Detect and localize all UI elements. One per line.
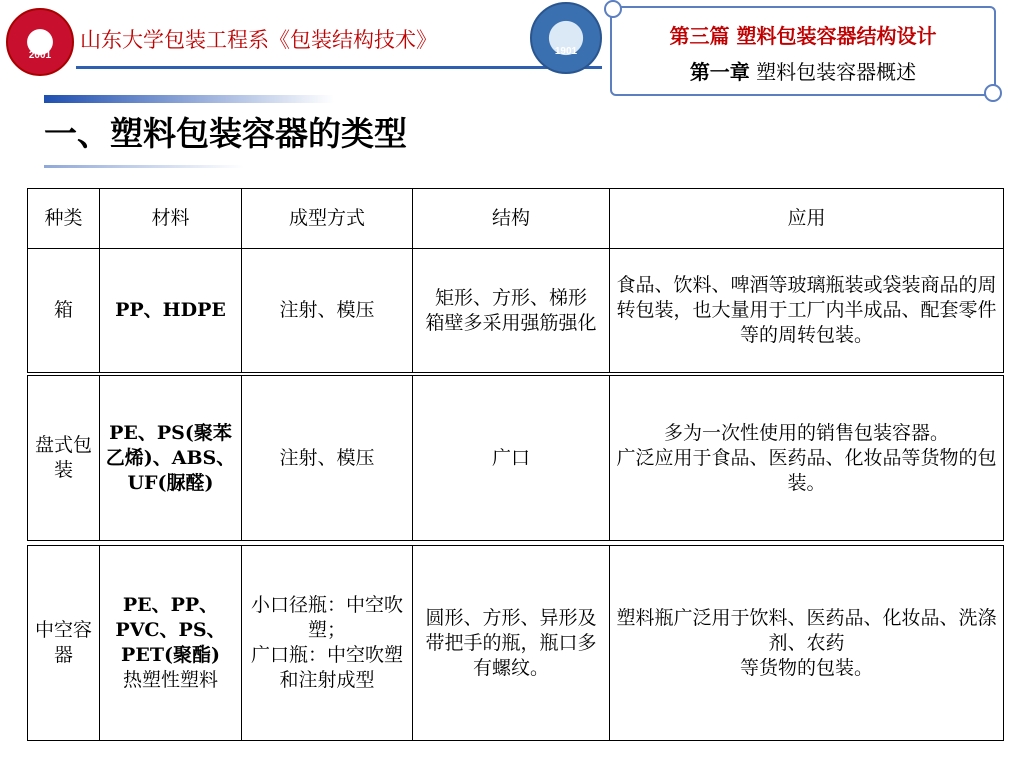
- header-molding: 成型方式: [242, 189, 413, 249]
- section-title: 一、塑料包装容器的类型: [44, 114, 407, 153]
- title-underline: [44, 165, 244, 168]
- molding-line: 小口径瓶：中空吹塑；: [250, 594, 403, 641]
- scroll-curl-bottom: [984, 84, 1002, 102]
- table-row: [28, 249, 1004, 373]
- cell-material: [100, 546, 242, 741]
- cell-molding: 注射、模压: [242, 249, 413, 373]
- table-header-row: [28, 189, 1004, 249]
- application-line: 广泛应用于食品、医药品、化妆品等货物的包装。: [616, 446, 997, 494]
- header-structure: 结构: [413, 189, 610, 249]
- cell-application: [610, 376, 1004, 541]
- molding-line: 广口瓶：中空吹塑和注射成型: [250, 644, 403, 691]
- application-line: 多为一次性使用的销售包装容器。: [663, 421, 949, 444]
- chapter-heading: [612, 56, 994, 85]
- structure-line: 矩形、方形、梯形: [434, 286, 587, 309]
- header-material: 材料: [100, 189, 242, 249]
- chapter-label: 第一章: [689, 60, 750, 84]
- material-line: PE、PP、PVC、PS、PET(聚酯): [115, 594, 226, 666]
- cell-molding: [242, 546, 413, 741]
- title-accent-bar: [44, 95, 334, 103]
- application-line: 等货物的包装。: [739, 656, 873, 679]
- header-type: 种类: [28, 189, 100, 249]
- material-line: 热塑性塑料: [122, 669, 218, 691]
- container-types-table-bottom: [27, 545, 1004, 741]
- header-application: 应用: [610, 189, 1004, 249]
- cell-structure: [413, 249, 610, 373]
- scroll-curl-top: [604, 0, 622, 18]
- cell-type: 箱: [28, 249, 100, 373]
- cell-material: PP、HDPE: [100, 249, 242, 373]
- logo-right-year: 1901: [554, 46, 578, 57]
- chapter-scroll-banner: [610, 6, 996, 96]
- container-types-table-top: [27, 188, 1004, 373]
- table-row: [28, 546, 1004, 741]
- cell-application: 食品、饮料、啤酒等玻璃瓶装或袋装商品的周转包装，也大量用于工厂内半成品、配套零件等的周转包装。: [610, 249, 1004, 373]
- university-logo-right: [530, 2, 602, 74]
- structure-line: 箱壁多采用强筋强化: [425, 311, 597, 334]
- container-types-table-middle: [27, 375, 1004, 541]
- part-title: 第三篇 塑料包装容器结构设计: [669, 24, 937, 48]
- logo-left-year: 2001: [28, 50, 52, 61]
- cell-type: 盘式包装: [28, 376, 100, 541]
- cell-material: PE、PS(聚苯乙烯)、ABS、UF(脲醛): [100, 376, 242, 541]
- header-title: 山东大学包装工程系《包装结构技术》: [80, 28, 437, 52]
- table-row: [28, 376, 1004, 541]
- header-rule: [76, 66, 602, 69]
- application-line: 塑料瓶广泛用于饮料、医药品、化妆品、洗涤剂、农药: [616, 606, 997, 654]
- chapter-title: 塑料包装容器概述: [756, 60, 917, 84]
- cell-molding: 注射、模压: [242, 376, 413, 541]
- cell-structure: 圆形、方形、异形及带把手的瓶，瓶口多有螺纹。: [413, 546, 610, 741]
- university-logo-left: [6, 8, 74, 76]
- cell-structure: 广口: [413, 376, 610, 541]
- cell-application: [610, 546, 1004, 741]
- cell-type: 中空容器: [28, 546, 100, 741]
